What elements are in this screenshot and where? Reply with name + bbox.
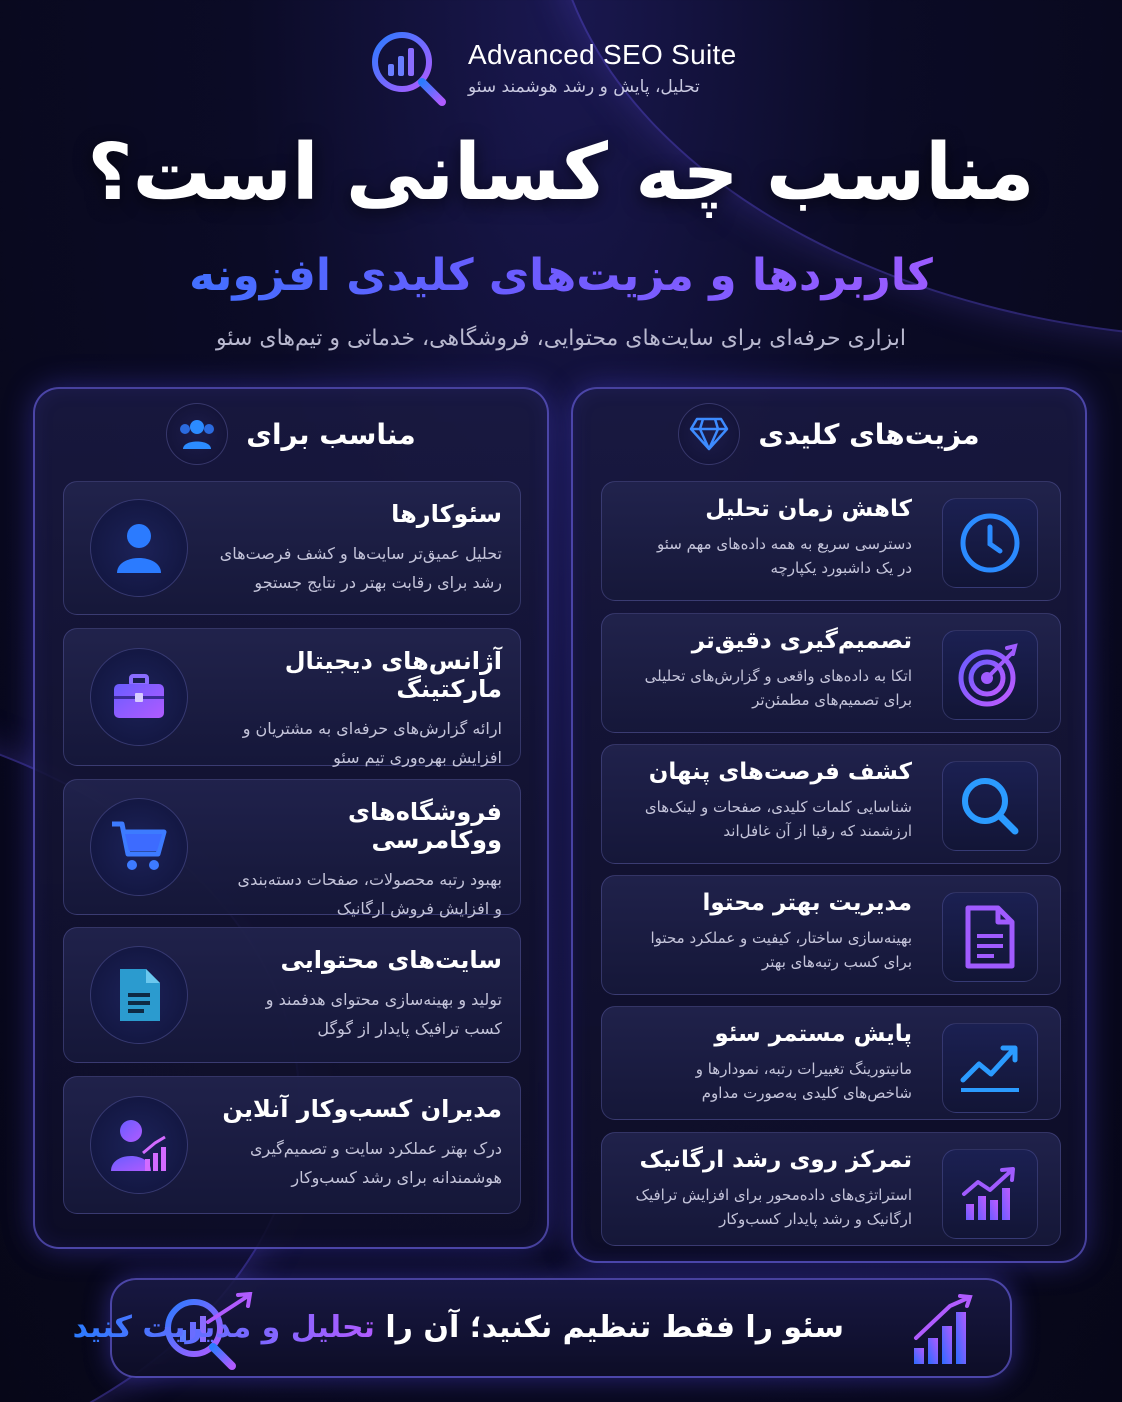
brand-title: Advanced SEO Suite [468,39,737,70]
audience-title-item: آژانس‌های دیجیتال مارکتینگ [284,647,502,703]
benefit-card [601,1006,1061,1120]
audience-desc: درک بهتر عملکرد سایت و تصمیم‌گیری [250,1139,502,1158]
benefit-card [601,875,1061,995]
benefit-title: کشف فرصت‌های پنهان [648,759,912,785]
audience-desc: هوشمندانه برای رشد کسب‌وکار [291,1167,502,1187]
audience-title-item: سایت‌های محتوایی [280,946,502,974]
benefit-desc: بهینه‌سازی ساختار، کیفیت و عملکرد محتوا [650,929,912,947]
user-icon [90,499,188,597]
cart-icon [90,798,188,896]
benefit-title: پایش مستمر سئو [714,1021,912,1047]
briefcase-icon [90,648,188,746]
benefits-title: مزیت‌های کلیدی [758,417,980,451]
document-icon [942,892,1038,982]
brand-subtitle: تحلیل، پایش و رشد هوشمند سئو [468,77,700,97]
audience-card [63,1076,521,1214]
footer-text-main: سئو را فقط تنظیم نکنید؛ آن را [385,1310,844,1345]
benefit-desc: شناسایی کلمات کلیدی، صفحات و لینک‌های [644,798,912,816]
clock-icon [942,498,1038,588]
benefit-desc: استراتژی‌های داده‌محور برای افزایش ترافیک [635,1186,912,1204]
benefit-card [601,744,1061,864]
benefit-desc: در یک داشبورد یکپارچه [770,559,912,577]
growth-chart-icon [942,1149,1038,1239]
page-title: مناسب چه کسانی است؟ [87,128,1035,218]
file-text-icon [90,946,188,1044]
footer-slogan [72,1310,844,1345]
target-icon [942,630,1038,720]
tagline: ابزاری حرفه‌ای برای سایت‌های محتوایی، فروشگاهی، خدماتی و تیم‌های سئو [216,326,906,351]
benefit-title: تصمیم‌گیری دقیق‌تر [691,628,912,654]
audience-title-item: فروشگاه‌های ووکامرسی [348,798,502,854]
audience-card [63,481,521,615]
audience-title-item: سئوکارها [391,500,502,528]
benefit-card [601,1132,1061,1246]
page-subtitle: کاربردها و مزیت‌های کلیدی افزونه [0,250,1122,301]
audience-desc: و افزایش فروش ارگانیک [336,898,502,918]
audience-desc: تحلیل عمیق‌تر سایت‌ها و کشف فرصت‌های [219,544,502,563]
footer-text-highlight: تحلیل و مدیریت کنید [72,1310,375,1345]
audience-desc: ارائه گزارش‌های حرفه‌ای به مشتریان و [242,719,502,738]
brand-header [368,30,736,106]
audience-desc: رشد برای رقابت بهتر در نتایج جستجو [254,572,502,592]
diamond-icon [678,403,740,465]
audience-desc: بهبود رتبه محصولات، صفحات دسته‌بندی [237,870,502,889]
manager-chart-icon [90,1096,188,1194]
benefit-card [601,613,1061,733]
magnifier-chart-icon [368,30,448,106]
audience-title: مناسب برای [246,417,416,451]
benefit-desc: برای کسب رتبه‌های بهتر [761,953,912,971]
benefit-desc: برای تصمیم‌های مطمئن‌تر [752,691,912,709]
benefit-desc: ارگانیک و رشد پایدار کسب‌وکار [719,1210,912,1228]
audience-panel [33,387,549,1249]
benefits-panel [571,387,1087,1263]
footer-banner [72,1278,1012,1378]
audience-desc: افزایش بهره‌وری تیم سئو [333,747,502,767]
benefit-desc: مانیتورینگ تغییرات رتبه، نمودارها و [695,1060,912,1078]
audience-card [63,927,521,1063]
audience-card [63,779,521,918]
benefit-title: کاهش زمان تحلیل [705,496,912,522]
trend-line-icon [942,1023,1038,1113]
audience-card [63,628,521,766]
benefit-title: تمرکز روی رشد ارگانیک [639,1147,912,1173]
audience-title-item: مدیران کسب‌وکار آنلاین [222,1095,502,1123]
benefit-card [601,481,1061,601]
benefit-title: مدیریت بهتر محتوا [702,890,912,916]
search-icon [942,761,1038,851]
benefit-desc: ارزشمند که رقبا از آن غافل‌اند [723,822,912,840]
audience-desc: تولید و بهینه‌سازی محتوای هدفمند و [265,990,502,1009]
users-icon [166,403,228,465]
audience-desc: کسب ترافیک پایدار از گوگل [317,1018,502,1038]
benefit-desc: اتکا به داده‌های واقعی و گزارش‌های تحلیلی [644,667,912,685]
benefit-desc: دسترسی سریع به همه داده‌های مهم سئو [657,535,912,553]
benefit-desc: شاخص‌های کلیدی به‌صورت مداوم [701,1084,912,1102]
growth-bars-icon [910,1294,976,1366]
